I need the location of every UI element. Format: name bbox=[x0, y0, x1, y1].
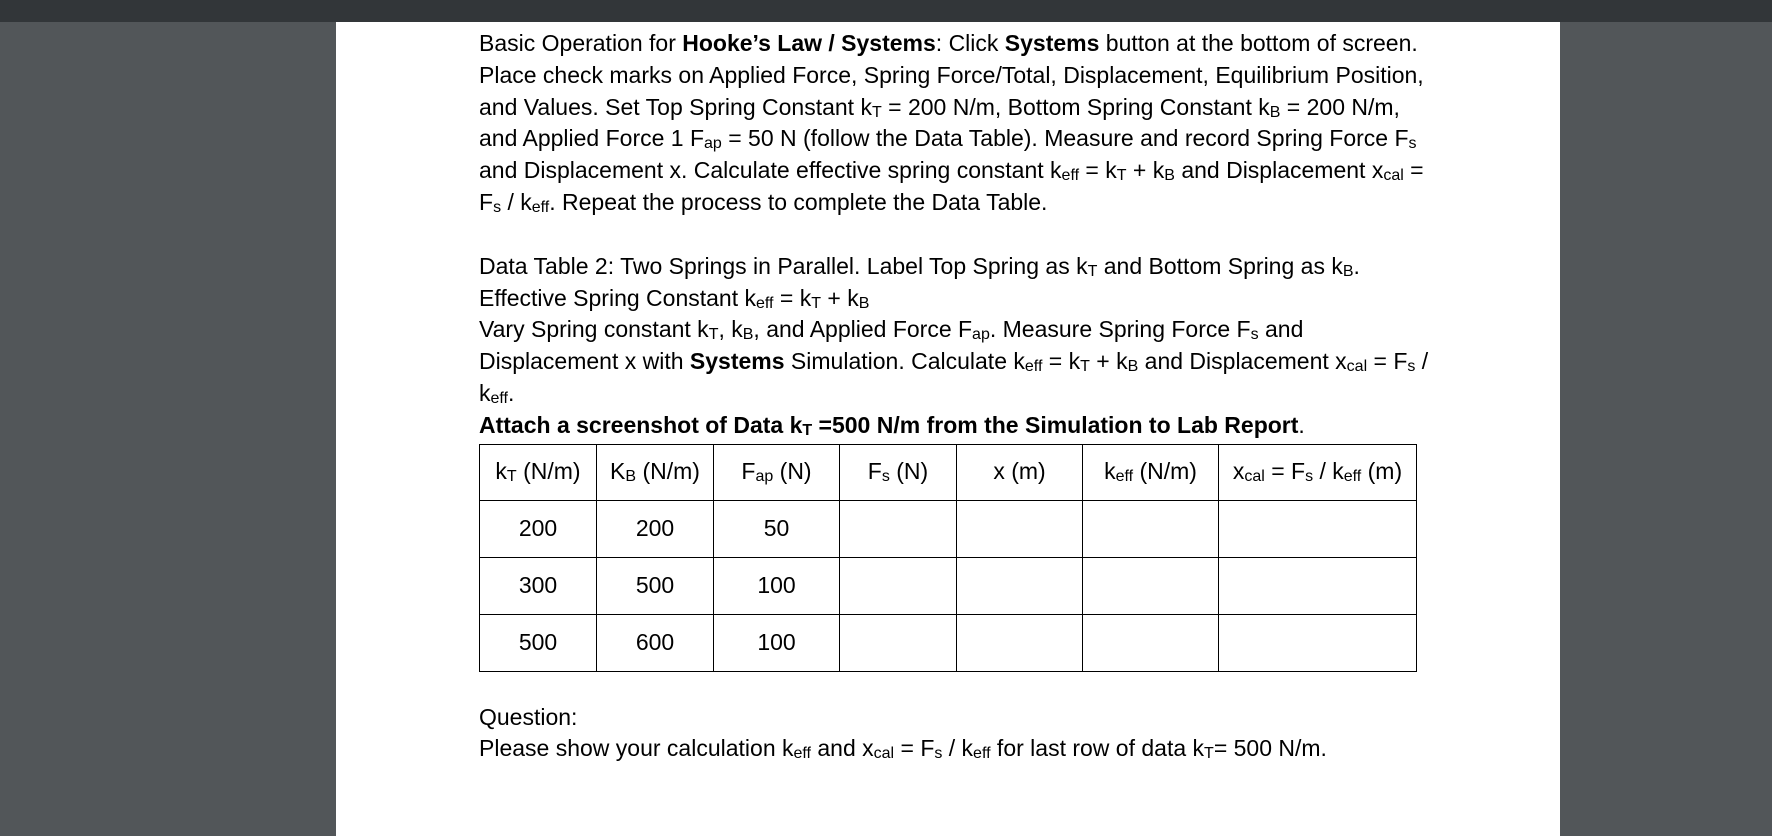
table-cell bbox=[1219, 557, 1417, 614]
table-cell bbox=[1083, 557, 1219, 614]
table-cell bbox=[957, 557, 1083, 614]
header-xcal: $x_{cal} = F_s / k_{eff}$ (m) bbox=[1219, 444, 1417, 500]
table-cell: 500 bbox=[480, 614, 597, 671]
table-cell bbox=[957, 614, 1083, 671]
table-cell bbox=[1219, 500, 1417, 557]
header-kt: $k_T$ (N/m) bbox=[480, 444, 597, 500]
question-block bbox=[479, 702, 1439, 766]
question-text: Please show your calculation $k_{eff}$ and $x_{cal} = F_s / k_{eff}$ for last row of data $k_T= 500$ N/m. bbox=[479, 735, 1327, 763]
attach-instruction: Attach a screenshot of Data $k_T =500$ N/m from the Simulation to Lab Report. bbox=[479, 411, 1305, 439]
table-cell: 100 bbox=[714, 614, 840, 671]
table-cell: 500 bbox=[597, 557, 714, 614]
document-page bbox=[336, 22, 1560, 836]
table-cell: 600 bbox=[597, 614, 714, 671]
table-cell bbox=[1083, 614, 1219, 671]
table-cell bbox=[840, 614, 957, 671]
header-keff: $k_{eff}$ (N/m) bbox=[1083, 444, 1219, 500]
table-cell bbox=[957, 500, 1083, 557]
table-row bbox=[480, 500, 1417, 557]
data-table-description: Data Table 2: Two Springs in Parallel. Label Top Spring as $k_T$ and Bottom Spring as $k_B$. Effective Spring Constant $k_{eff} = k_T + k_B$ Vary Spring constant $k_T$, $k_B$, and Applied Force $F_{ap}$. Measure Spring Force $F_s$ and Displacement x with Systems Simulation. Calculate $k_{eff} = k_T + k_B$ and Displacement $x_{cal} = F_s / k_{eff}$. bbox=[479, 252, 1429, 407]
table-cell: 200 bbox=[480, 500, 597, 557]
header-x: x (m) bbox=[957, 444, 1083, 500]
question-label: Question: bbox=[479, 703, 578, 730]
header-fs: $F_s$ (N) bbox=[840, 444, 957, 500]
table-cell bbox=[1083, 500, 1219, 557]
header-fap: $F_{ap}$ (N) bbox=[714, 444, 840, 500]
table-cell: 100 bbox=[714, 557, 840, 614]
data-table bbox=[479, 444, 1417, 672]
table-cell bbox=[840, 557, 957, 614]
instructions-paragraph: Basic Operation for Hooke’s Law / Systems: Click Systems button at the bottom of screen. Place check marks on Applied Force, Spring Force/Total, Displacement, Equilibrium Position, and Values. Set Top Spring Constant $k_T = 200$ N/m, Bottom Spring Constant $k_B = 200$ N/m, and Applied Force 1 $F_{ap} = 50$ N (follow the Data Table). Measure and record Spring Force $F_s$ and Displacement x. Calculate effective spring constant $k_{eff} = k_T + k_B$ and Displacement $x_{cal} = F_s / k_{eff}$. Repeat the process to complete the Data Table. bbox=[479, 30, 1424, 216]
header-kb: $K_B$ (N/m) bbox=[597, 444, 714, 500]
table-row bbox=[480, 557, 1417, 614]
table-cell: 300 bbox=[480, 557, 597, 614]
page-content bbox=[479, 28, 1439, 765]
table-cell: 50 bbox=[714, 500, 840, 557]
table-cell bbox=[1219, 614, 1417, 671]
table-row bbox=[480, 614, 1417, 671]
pdf-viewer-toolbar bbox=[0, 0, 1772, 22]
table-cell bbox=[840, 500, 957, 557]
table-header-row bbox=[480, 444, 1417, 500]
table-cell: 200 bbox=[597, 500, 714, 557]
